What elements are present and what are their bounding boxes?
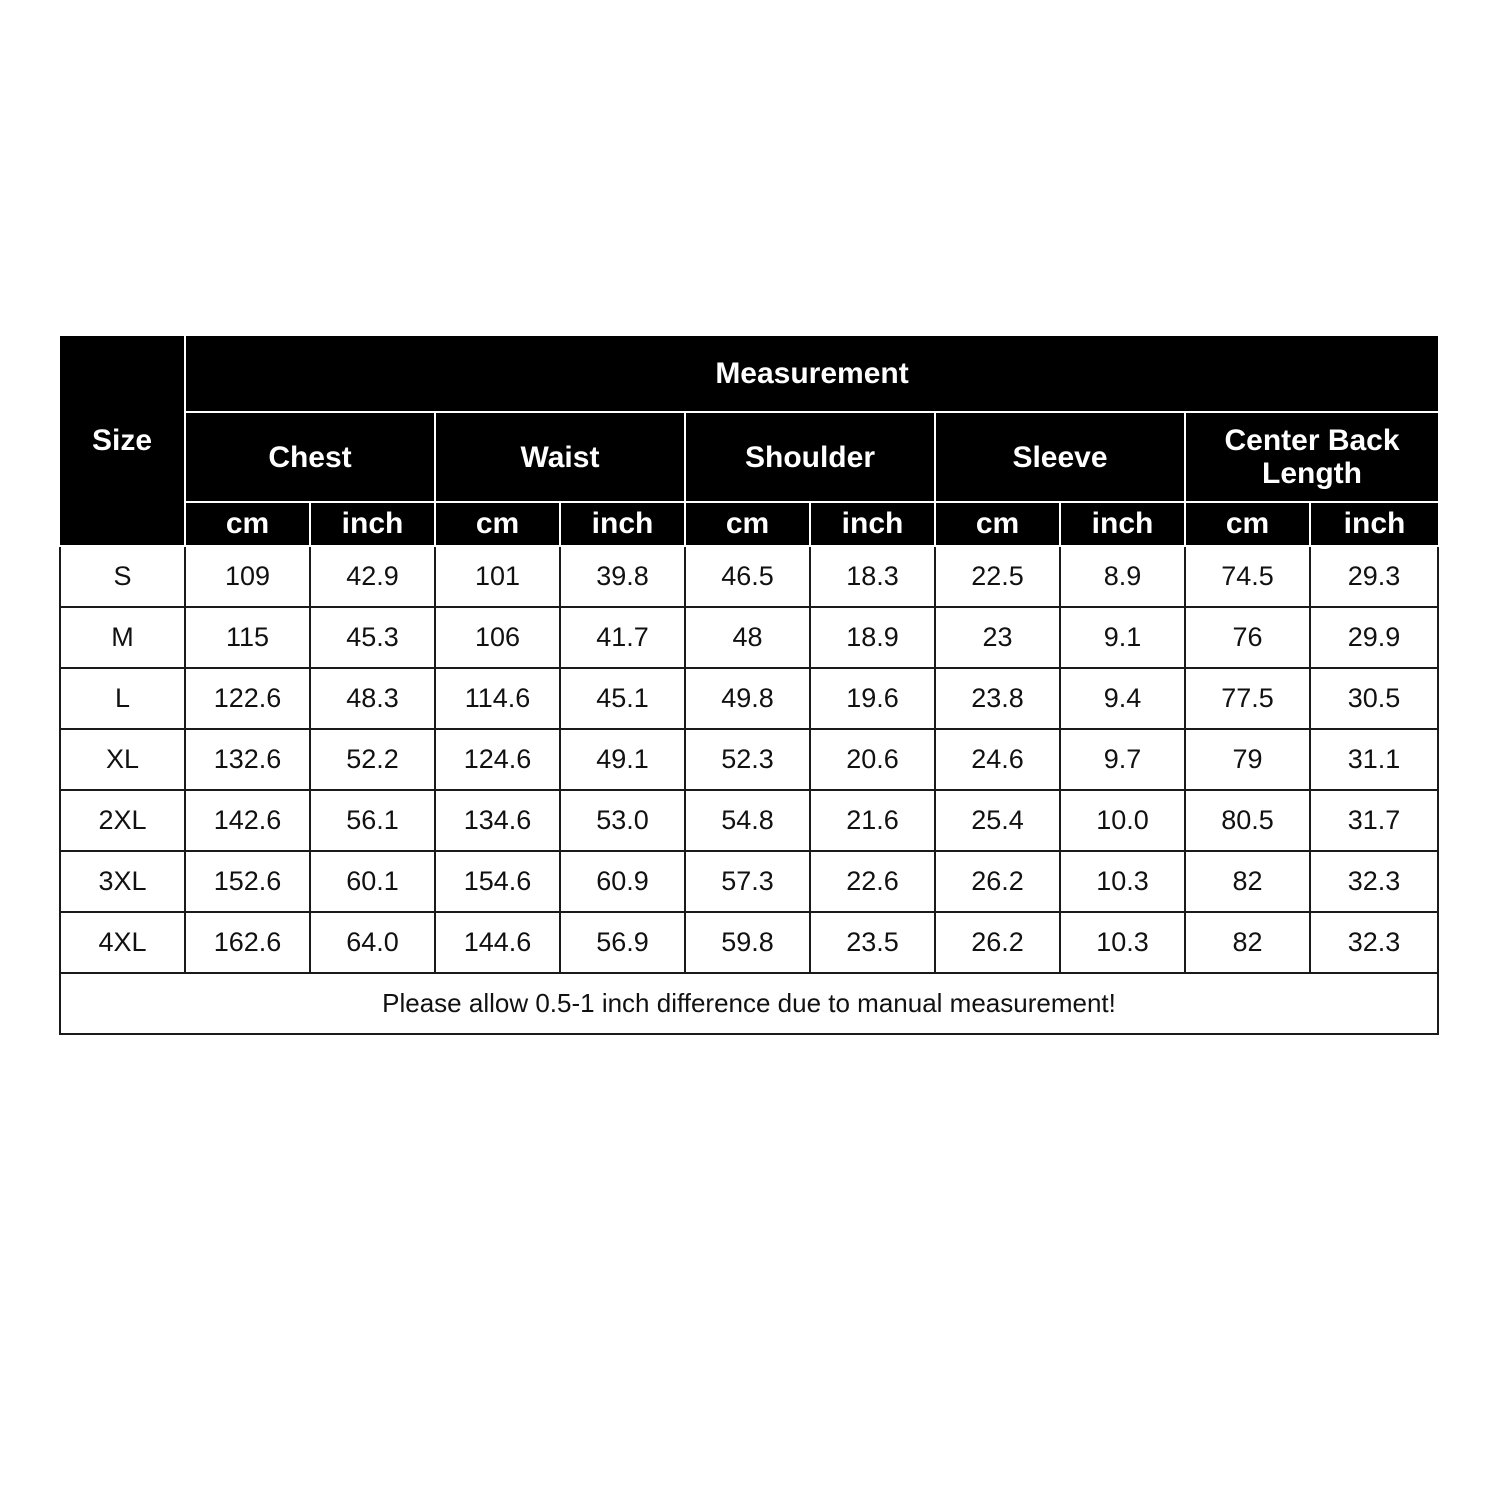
table-row <box>60 851 1438 912</box>
table-row <box>60 668 1438 729</box>
shoulder-inch-cell: 23.5 <box>810 912 935 973</box>
unit-header-cm: cm <box>1185 502 1310 546</box>
waist-cm-cell: 114.6 <box>435 668 560 729</box>
shoulder-inch-cell: 21.6 <box>810 790 935 851</box>
sleeve-cm-cell: 25.4 <box>935 790 1060 851</box>
sleeve-cm-cell: 26.2 <box>935 851 1060 912</box>
sleeve-inch-cell: 10.3 <box>1060 851 1185 912</box>
measurement-note: Please allow 0.5-1 inch difference due to manual measurement! <box>60 973 1438 1034</box>
waist-inch-cell: 41.7 <box>560 607 685 668</box>
unit-header-cm: cm <box>435 502 560 546</box>
sleeve-inch-cell: 8.9 <box>1060 546 1185 607</box>
waist-inch-cell: 45.1 <box>560 668 685 729</box>
sleeve-cm-cell: 23.8 <box>935 668 1060 729</box>
chest-cm-cell: 122.6 <box>185 668 310 729</box>
chest-cm-cell: 152.6 <box>185 851 310 912</box>
center-back-length-cm-cell: 80.5 <box>1185 790 1310 851</box>
waist-cm-cell: 124.6 <box>435 729 560 790</box>
unit-header-cm: cm <box>935 502 1060 546</box>
waist-cm-cell: 101 <box>435 546 560 607</box>
group-header-shoulder: Shoulder <box>685 412 935 502</box>
sleeve-inch-cell: 9.1 <box>1060 607 1185 668</box>
sleeve-cm-cell: 23 <box>935 607 1060 668</box>
size-chart-table <box>59 336 1439 1035</box>
shoulder-cm-cell: 49.8 <box>685 668 810 729</box>
center-back-length-inch-cell: 31.1 <box>1310 729 1438 790</box>
center-back-length-inch-cell: 29.9 <box>1310 607 1438 668</box>
shoulder-inch-cell: 22.6 <box>810 851 935 912</box>
chest-cm-cell: 115 <box>185 607 310 668</box>
chest-inch-cell: 42.9 <box>310 546 435 607</box>
center-back-length-cm-cell: 76 <box>1185 607 1310 668</box>
waist-cm-cell: 134.6 <box>435 790 560 851</box>
table-row <box>60 607 1438 668</box>
table-footer <box>60 973 1438 1034</box>
unit-header-inch: inch <box>560 502 685 546</box>
table-header <box>60 336 1438 546</box>
center-back-length-cm-cell: 74.5 <box>1185 546 1310 607</box>
table-row <box>60 790 1438 851</box>
size-cell: L <box>60 668 185 729</box>
waist-inch-cell: 39.8 <box>560 546 685 607</box>
measurement-header: Measurement <box>185 336 1438 412</box>
chest-inch-cell: 56.1 <box>310 790 435 851</box>
center-back-length-inch-cell: 32.3 <box>1310 912 1438 973</box>
unit-header-inch: inch <box>1310 502 1438 546</box>
unit-header-inch: inch <box>1060 502 1185 546</box>
size-cell: S <box>60 546 185 607</box>
waist-inch-cell: 49.1 <box>560 729 685 790</box>
waist-cm-cell: 144.6 <box>435 912 560 973</box>
chest-inch-cell: 64.0 <box>310 912 435 973</box>
sleeve-inch-cell: 10.3 <box>1060 912 1185 973</box>
group-header-chest: Chest <box>185 412 435 502</box>
chest-cm-cell: 142.6 <box>185 790 310 851</box>
size-cell: 2XL <box>60 790 185 851</box>
shoulder-cm-cell: 48 <box>685 607 810 668</box>
size-cell: M <box>60 607 185 668</box>
sleeve-inch-cell: 9.7 <box>1060 729 1185 790</box>
sleeve-cm-cell: 26.2 <box>935 912 1060 973</box>
unit-header-inch: inch <box>310 502 435 546</box>
unit-header-inch: inch <box>810 502 935 546</box>
center-back-length-cm-cell: 79 <box>1185 729 1310 790</box>
shoulder-cm-cell: 46.5 <box>685 546 810 607</box>
shoulder-inch-cell: 20.6 <box>810 729 935 790</box>
shoulder-inch-cell: 18.9 <box>810 607 935 668</box>
sleeve-inch-cell: 10.0 <box>1060 790 1185 851</box>
shoulder-cm-cell: 57.3 <box>685 851 810 912</box>
group-header-center-back-length: Center Back Length <box>1185 412 1438 502</box>
unit-header-cm: cm <box>685 502 810 546</box>
chest-inch-cell: 45.3 <box>310 607 435 668</box>
chest-inch-cell: 48.3 <box>310 668 435 729</box>
center-back-length-inch-cell: 31.7 <box>1310 790 1438 851</box>
header-row-groups <box>60 412 1438 502</box>
center-back-length-inch-cell: 30.5 <box>1310 668 1438 729</box>
center-back-length-inch-cell: 29.3 <box>1310 546 1438 607</box>
shoulder-inch-cell: 18.3 <box>810 546 935 607</box>
chest-cm-cell: 109 <box>185 546 310 607</box>
center-back-length-cm-cell: 82 <box>1185 912 1310 973</box>
size-column-header: Size <box>60 336 185 546</box>
center-back-length-cm-cell: 77.5 <box>1185 668 1310 729</box>
size-cell: XL <box>60 729 185 790</box>
header-row-top <box>60 336 1438 412</box>
header-row-units <box>60 502 1438 546</box>
table-row <box>60 729 1438 790</box>
chest-inch-cell: 52.2 <box>310 729 435 790</box>
center-back-length-inch-cell: 32.3 <box>1310 851 1438 912</box>
waist-inch-cell: 60.9 <box>560 851 685 912</box>
table-body <box>60 546 1438 973</box>
size-cell: 4XL <box>60 912 185 973</box>
sleeve-cm-cell: 22.5 <box>935 546 1060 607</box>
group-header-sleeve: Sleeve <box>935 412 1185 502</box>
waist-cm-cell: 106 <box>435 607 560 668</box>
sleeve-inch-cell: 9.4 <box>1060 668 1185 729</box>
note-row <box>60 973 1438 1034</box>
table-row <box>60 912 1438 973</box>
waist-cm-cell: 154.6 <box>435 851 560 912</box>
center-back-length-cm-cell: 82 <box>1185 851 1310 912</box>
table-row <box>60 546 1438 607</box>
waist-inch-cell: 53.0 <box>560 790 685 851</box>
chest-cm-cell: 162.6 <box>185 912 310 973</box>
sleeve-cm-cell: 24.6 <box>935 729 1060 790</box>
size-cell: 3XL <box>60 851 185 912</box>
shoulder-inch-cell: 19.6 <box>810 668 935 729</box>
unit-header-cm: cm <box>185 502 310 546</box>
shoulder-cm-cell: 52.3 <box>685 729 810 790</box>
shoulder-cm-cell: 54.8 <box>685 790 810 851</box>
chest-cm-cell: 132.6 <box>185 729 310 790</box>
waist-inch-cell: 56.9 <box>560 912 685 973</box>
shoulder-cm-cell: 59.8 <box>685 912 810 973</box>
group-header-waist: Waist <box>435 412 685 502</box>
chest-inch-cell: 60.1 <box>310 851 435 912</box>
